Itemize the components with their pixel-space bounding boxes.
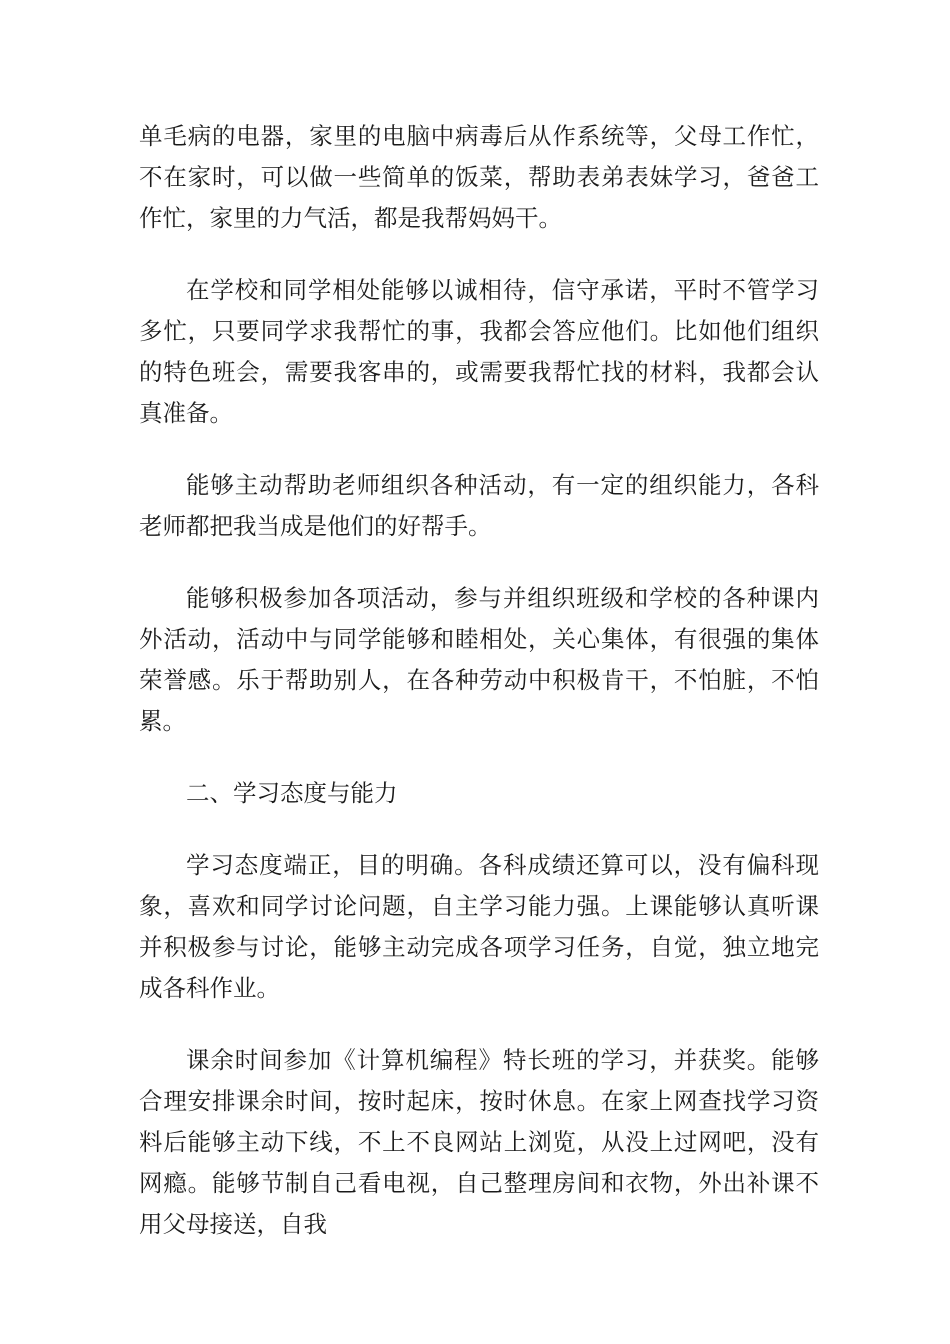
document-body (139, 116, 819, 1276)
paragraph-teacher-helper: 能够主动帮助老师组织各种活动，有一定的组织能力，各科老师都把我当成是他们的好帮手。 (139, 471, 819, 540)
paragraph-household-help: 单毛病的电器，家里的电脑中病毒后从作系统等，父母工作忙，不在家时，可以做一些简单的饭菜，帮助表弟表妹学习，爸爸工作忙，家里的力气活，都是我帮妈妈干。 (139, 122, 819, 232)
paragraph-classmates: 在学校和同学相处能够以诚相待，信守承诺，平时不管学习多忙，只要同学求我帮忙的事，我都会答应他们。比如他们组织的特色班会，需要我客串的，或需要我帮忙找的材料，我都会认真准备。 (139, 276, 819, 427)
paragraph-study-attitude: 学习态度端正，目的明确。各科成绩还算可以，没有偏科现象，喜欢和同学讨论问题，自主学习能力强。上课能够认真听课并积极参与讨论，能够主动完成各项学习任务，自觉，独立地完成各科作业。 (139, 851, 819, 1002)
paragraph-spare-time: 课余时间参加《计算机编程》特长班的学习，并获奖。能够合理安排课余时间，按时起床，按时休息。在家上网查找学习资料后能够主动下线，不上不良网站上浏览，从没上过网吧，没有网瘾。能够节制自己看电视，自己整理房间和衣物，外出补课不用父母接送，自我 (139, 1046, 819, 1238)
paragraph-activities: 能够积极参加各项活动，参与并组织班级和学校的各种课内外活动，活动中与同学能够和睦相处，关心集体，有很强的集体荣誉感。乐于帮助别人，在各种劳动中积极肯干，不怕脏，不怕累。 (139, 584, 819, 735)
section-heading-study-attitude: 二、学习态度与能力 (186, 779, 398, 807)
